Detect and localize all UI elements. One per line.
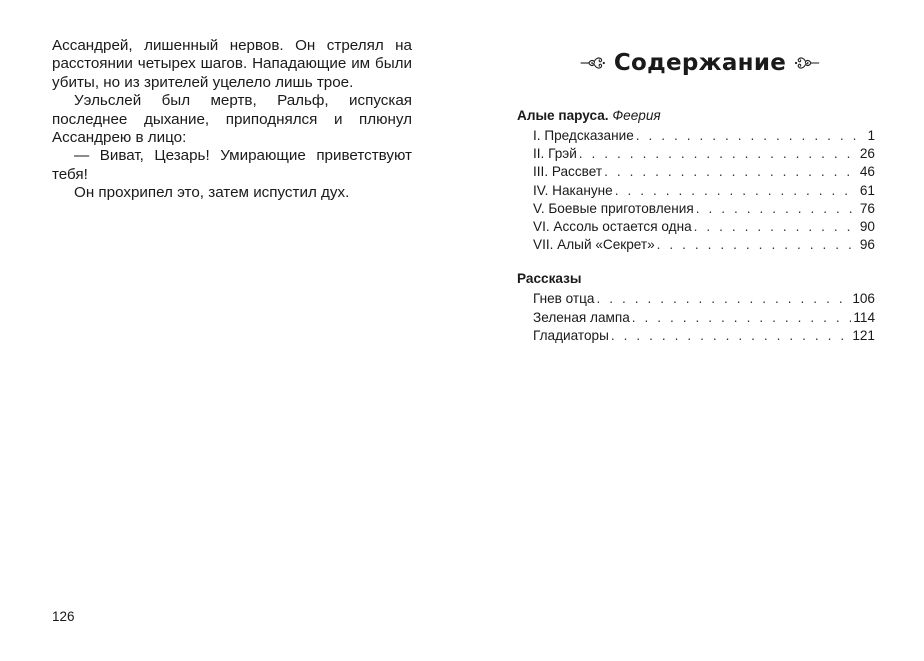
section-gap [517, 254, 875, 270]
toc-entry-label: II. Грэй [533, 146, 577, 162]
toc-entry-page: 96 [859, 237, 875, 253]
toc-entry[interactable] [517, 127, 875, 145]
toc-entry[interactable] [517, 145, 875, 163]
right-page [462, 0, 924, 661]
toc-entry-label: Гнев отца [533, 291, 595, 307]
leader-dots [632, 309, 852, 327]
leader-dots [694, 218, 858, 236]
paragraph-1: Ассандрей, лишенный нервов. Он стрелял на расстоянии четырех шагов. Нападающие им были убиты, но из зрителей уцелело лишь трое. [52, 37, 412, 91]
leader-dots [696, 200, 858, 218]
toc-entry-label: VII. Алый «Секрет» [533, 237, 655, 253]
toc-entry-page: 106 [852, 291, 875, 307]
leader-dots [657, 236, 858, 254]
toc-entry[interactable] [517, 236, 875, 254]
toc-entry-label: VI. Ассоль остается одна [533, 219, 692, 235]
leader-dots [615, 182, 858, 200]
toc-entry[interactable] [517, 290, 875, 308]
toc-entry-label: Зеленая лампа [533, 309, 630, 325]
toc-entry-page: 61 [859, 182, 875, 198]
leader-dots [636, 127, 866, 145]
toc-entry-page: 90 [859, 219, 875, 235]
contents-title: Содержание [613, 50, 787, 76]
page-number: 126 [52, 609, 75, 624]
toc-entry[interactable] [517, 309, 875, 327]
paragraph-2: Уэльслей был мертв, Ральф, испуская последнее дыхание, приподнялся и плюнул Ассандрею в лицо: [52, 92, 412, 147]
leader-dots [611, 327, 850, 345]
toc-entry-page: 114 [853, 309, 875, 325]
toc-entry-label: III. Рассвет [533, 164, 603, 180]
story-text [52, 37, 412, 203]
toc-entry[interactable] [517, 182, 875, 200]
scroll-ornament-icon [794, 50, 820, 76]
toc-entry-page: 121 [852, 327, 875, 343]
scroll-ornament-icon [580, 50, 606, 76]
section-title: Рассказы [517, 271, 582, 287]
toc-entry-page: 26 [859, 146, 875, 162]
toc-entry-page: 1 [867, 128, 875, 143]
toc-entry-label: Гладиаторы [533, 327, 609, 343]
leader-dots [597, 290, 851, 308]
leader-dots [604, 163, 858, 181]
toc-section-head [517, 107, 875, 125]
leader-dots [579, 145, 858, 163]
toc-entry[interactable] [517, 163, 875, 181]
toc-entry[interactable] [517, 200, 875, 218]
section-title: Алые паруса. [517, 108, 609, 123]
toc-entry-label: I. Предсказание [533, 128, 634, 143]
toc-entry[interactable] [517, 327, 875, 345]
paragraph-4: Он прохрипел это, затем испустил дух. [74, 184, 350, 202]
section-subtitle: Феерия [612, 108, 661, 123]
contents-heading [580, 48, 820, 78]
toc-entry-page: 76 [859, 200, 875, 216]
toc-entry-label: IV. Накануне [533, 182, 613, 198]
table-of-contents [517, 107, 875, 345]
toc-entry-label: V. Боевые приготовления [533, 200, 694, 216]
paragraph-3: — Виват, Цезарь! Умирающие приветствуют тебя! [52, 147, 412, 183]
toc-section-head [517, 270, 875, 288]
toc-entry[interactable] [517, 218, 875, 236]
toc-entry-page: 46 [859, 164, 875, 180]
